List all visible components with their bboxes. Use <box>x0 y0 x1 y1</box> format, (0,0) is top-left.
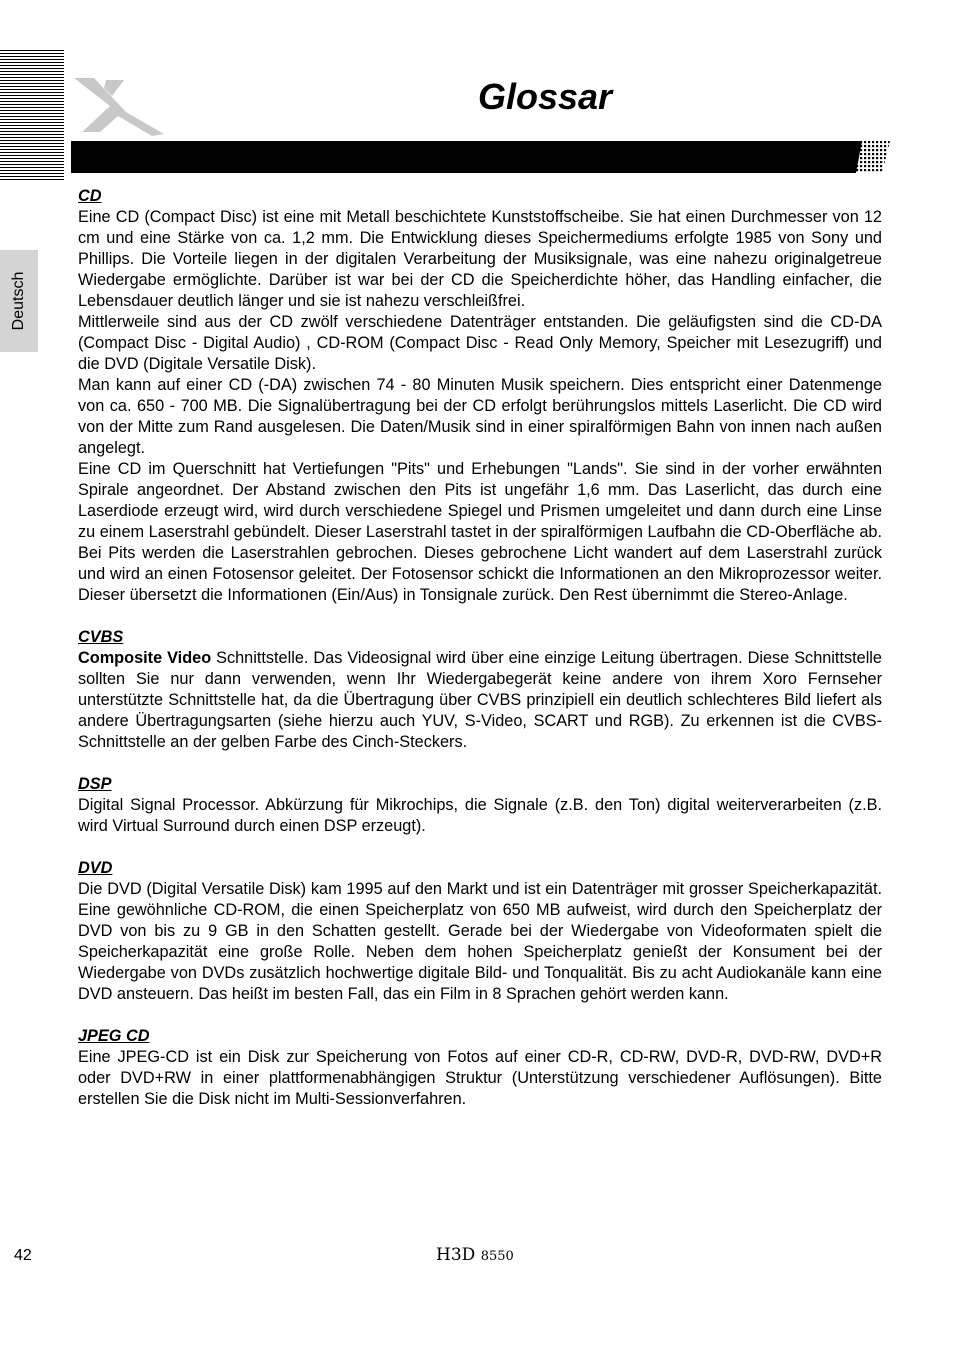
entry-lead-term: Composite Video <box>78 649 212 667</box>
entry-heading: DSP <box>78 775 112 793</box>
glossary-entry-cd <box>78 186 882 606</box>
xoro-logo-icon <box>66 70 166 140</box>
entry-heading: DVD <box>78 859 113 877</box>
entry-paragraph: Man kann auf einer CD (-DA) zwischen 74 - 80 Minuten Musik speichern. Dies entspricht einer Datenmenge von ca. 650 - 700 MB. Die Signalübertragung bei der CD erfolgt berührungslos mittels Laserlicht. Die CD wird von der Mitte zum Rand ausgelesen. Die Daten/Musik sind in einer spiralförmigen Bahn von innen nach außen angelegt. <box>78 376 882 457</box>
entry-paragraph: Mittlerweile sind aus der CD zwölf verschiedene Datenträger entstanden. Die geläufigsten sind die CD-DA (Compact Disc - Digital Audio) , CD-ROM (Compact Disc - Read Only Memory, Speicher mit Lesezugriff) und die DVD (Digitale Versatile Disk). <box>78 313 882 373</box>
glossary-entry-dvd <box>78 858 882 1005</box>
language-label: Deutsch <box>10 271 27 331</box>
glossary-entry-dsp <box>78 774 882 837</box>
page-number: 42 <box>14 1247 32 1264</box>
entry-paragraph: Eine CD im Querschnitt hat Vertiefungen "Pits" und Erhebungen "Lands". Sie sind in der vorher erwähnten Spirale angeordnet. Der Abstand zwischen den Pits ist ungefähr 1,6 mm. Das Laserlicht, das durch eine Laserdiode erzeugt wird, wird durch verschiedene Spiegel und Prismen umgeleitet und dann durch eine Linse zu einem Laserstrahl gebündelt. Dieser Laserstrahl tastet in der spiralförmigen Laufbahn die CD-Oberfläche ab. Bei Pits werden die Laserstrahlen gebrochen. Dieses gebrochene Licht wandert auf dem Laserstrahl zurück und wird an einen Fotosensor geleitet. Der Fotosensor schickt die Informationen an den Mikroprozessor weiter. Dieser übersetzt die Informationen (Ein/Aus) in Tonsignale zurück. Den Rest übernimmt die Stereo-Anlage. <box>78 460 882 604</box>
entry-heading: CVBS <box>78 628 124 646</box>
entry-heading: JPEG CD <box>78 1027 150 1045</box>
header-stripes <box>0 50 64 180</box>
language-tab <box>0 250 38 352</box>
page-title: Glossar <box>478 76 613 117</box>
glossary-content <box>78 186 882 1131</box>
model-prefix: H3D <box>436 1245 476 1265</box>
entry-paragraph: Eine CD (Compact Disc) ist eine mit Metall beschichtete Kunststoffscheibe. Sie hat einen Durchmesser von 12 cm und eine Stärke von ca. 1,2 mm. Die Entwicklung dieses Speichermediums erfolgte 1985 von Sony und Phillips. Die Vorteile liegen in der digitalen Verarbeitung der Musiksignale, was eine nahezu originalgetreue Wiedergabe ermöglichte. Darüber ist war bei der CD die Speicherdichte höher, das Handling einfacher, die Lebensdauer deutlich länger und sie ist nahezu verschleißfrei. <box>78 208 882 310</box>
entry-paragraph: Die DVD (Digital Versatile Disk) kam 1995 auf den Markt und ist ein Datenträger mit grosser Speicherkapazität. Eine gewöhnliche CD-ROM, die einen Speicherplatz von 650 MB aufweist, wird durch den Speicherplatz der DVD von bis zu 9 GB in den Schatten gestellt. Gerade bei der Wiedergabe von Videoformaten spielt die Speicherkapazität eine große Rolle. Neben dem hohen Speicherplatz genießt der Konsument bei der Wiedergabe von DVDs zusätzlich hochwertige digitale Bild- und Tonqualität. Bis zu acht Audiokanäle kann eine DVD ansteuern. Das heißt im besten Fall, das ein Film in 8 Sprachen gehört werden kann. <box>78 880 882 1003</box>
entry-heading: CD <box>78 187 102 205</box>
footer-model <box>436 1245 514 1265</box>
entry-paragraph: Digital Signal Processor. Abkürzung für Mikrochips, die Signale (z.B. den Ton) digital weiterverarbeiten (z.B. wird Virtual Surround durch einen DSP erzeugt). <box>78 796 882 835</box>
entry-paragraph <box>78 648 882 753</box>
header-bar <box>71 141 855 173</box>
entry-paragraph: Eine JPEG-CD ist ein Disk zur Speicherung von Fotos auf einer CD-R, CD-RW, DVD-R, DVD-RW, DVD+R oder DVD+RW in einer plattformenabhängigen Struktur (Unterstützung verschiedener Auflösungen). Bitte erstellen Sie die Disk nicht im Multi-Sessionverfahren. <box>78 1048 882 1108</box>
model-number: 8550 <box>480 1249 514 1264</box>
header-bar-dots <box>848 141 890 173</box>
glossary-entry-jpeg-cd <box>78 1026 882 1110</box>
entry-text: Schnittstelle. Das Videosignal wird über eine einzige Leitung übertragen. Diese Schnittstelle sollten Sie nur dann verwenden, wenn Ihr Wiedergabegerät keine andere von ihrem Xoro Fernseher unterstützte Schnittstelle hat, da die Übertragung über CVBS prinzipiell ein deutlich schlechteres Bild liefert als andere Übertragungsarten (siehe hierzu auch YUV, S-Video, SCART und RGB). Zu erkennen ist die CVBS-Schnittstelle an der gelben Farbe des Cinch-Steckers. <box>78 649 882 751</box>
glossary-entry-cvbs <box>78 627 882 753</box>
